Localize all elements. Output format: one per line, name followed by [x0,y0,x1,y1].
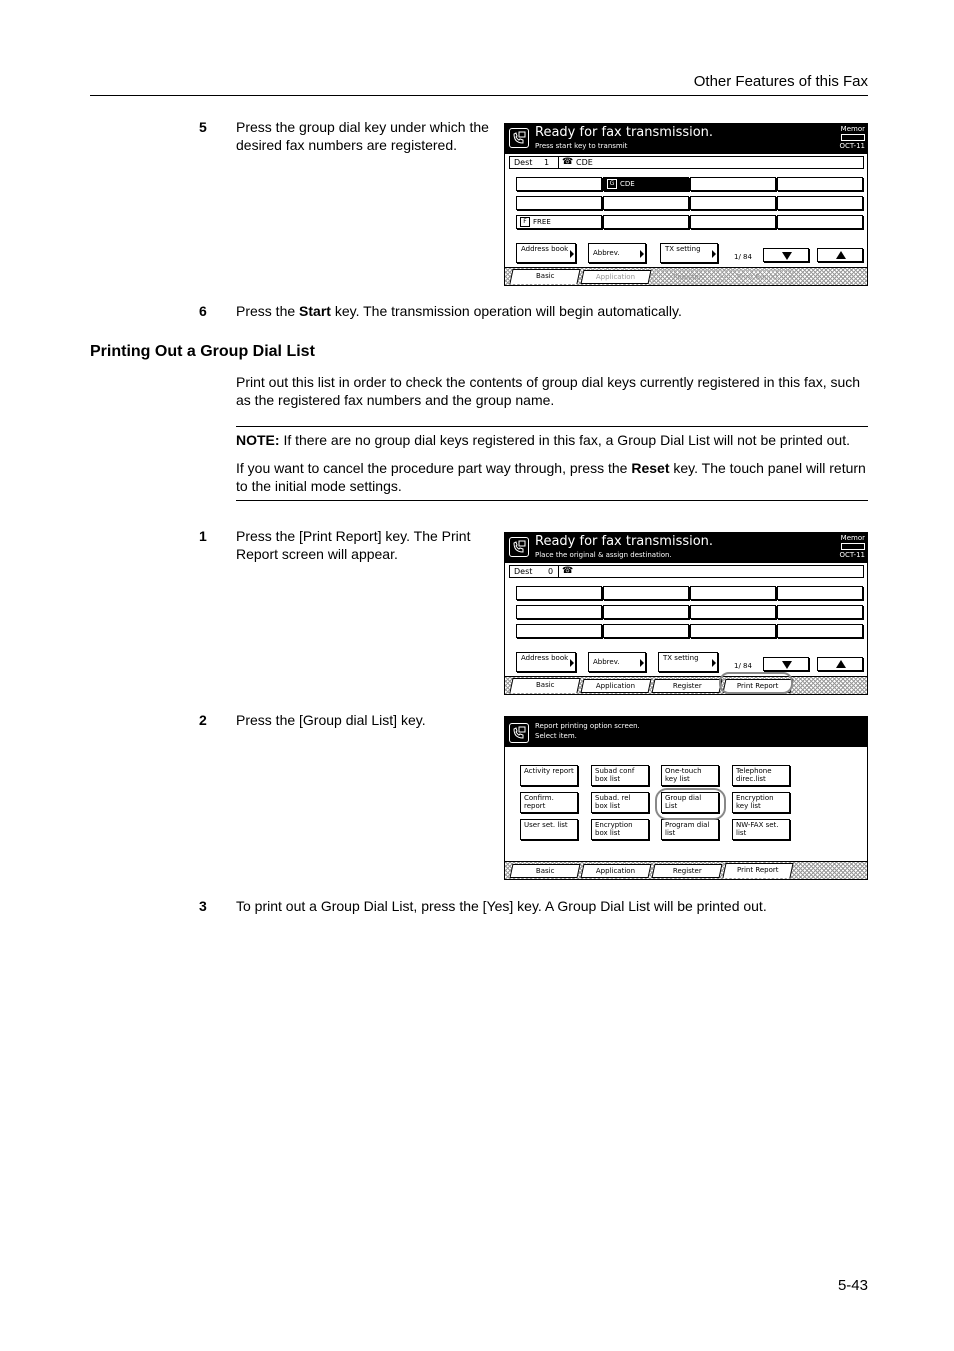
one-touch-key[interactable] [777,177,863,191]
panel-title: Ready for fax transmission. [535,125,714,140]
one-touch-key[interactable] [690,586,776,600]
tab-application[interactable] [581,270,652,284]
subad-rel-box-list-button[interactable] [591,792,649,813]
page-counter: 1/ 84 [734,253,752,261]
group-dial-list-highlight [655,788,726,820]
button-label: Confirm. report [524,794,554,810]
telephone-directory-list-button[interactable] [732,765,790,786]
confirm-report-button[interactable] [520,792,578,813]
arrow-up-icon [836,660,846,668]
dest-count: 0 [548,567,554,576]
tab-bar [505,267,867,285]
phone-icon: ☎ [562,566,574,576]
tab-label: Print Report [737,273,779,281]
arrow-down-icon [782,661,792,669]
button-label: Address book [521,245,569,253]
fax-panel-print-report [504,532,868,695]
note-bottom-rule [236,500,868,501]
button-label: User set. list [524,821,568,829]
print-report-highlight [719,672,793,694]
dest-separator [558,157,559,168]
panel-header [505,533,867,563]
scroll-down-button[interactable] [763,248,809,262]
page-counter: 1/ 84 [734,662,752,670]
step-2-text: Press the [Group dial List] key. [236,712,426,728]
tx-setting-button[interactable] [658,652,718,672]
one-touch-key[interactable] [690,177,776,191]
group-icon: G [607,179,617,189]
phone-icon: ☎ [562,157,574,167]
one-touch-key[interactable] [603,215,689,229]
start-key-label: Start [299,303,331,319]
destination-line [509,156,864,169]
panel-header [505,124,867,154]
tx-setting-button[interactable] [660,243,718,263]
button-label: TX setting [665,245,701,253]
scroll-down-button[interactable] [763,657,809,671]
tab-basic[interactable] [509,678,580,693]
key-label: FREE [533,218,551,226]
one-touch-key[interactable] [777,215,863,229]
one-touch-key[interactable] [603,605,689,619]
running-header: Other Features of this Fax [693,73,868,90]
tab-label: Register [672,682,702,690]
arrow-right-icon [640,250,644,258]
memory-bar [841,543,865,550]
one-touch-key-list-button[interactable] [661,765,719,786]
tab-register[interactable] [652,679,723,693]
tab-bar [505,676,867,694]
group-dial-key-cde[interactable] [603,177,689,191]
button-label: Subad. rel box list [595,794,631,810]
step-6-number: 6 [199,303,207,319]
fax-icon [509,537,529,557]
button-label: One-touch key list [665,767,702,783]
step-5-text: Press the group dial key under which the desired fax numbers are registered. [236,119,489,153]
text-run: Press the [236,303,300,319]
tab-register[interactable] [652,864,723,878]
arrow-right-icon [570,659,574,667]
note-top-rule [236,426,868,427]
button-label: Encryption box list [595,821,633,837]
tab-label: Basic [535,867,555,875]
one-touch-key[interactable] [516,605,602,619]
step-1-text: Press the [Print Report] key. The Print Report screen will appear. [236,528,471,562]
arrow-right-icon [712,250,716,258]
key-icon: F [520,217,530,227]
tab-label: Basic [535,272,555,280]
dest-name: CDE [576,158,593,167]
one-touch-key[interactable] [516,196,602,210]
arrow-up-icon [836,251,846,259]
step-3-number: 3 [199,898,207,914]
free-key[interactable] [516,215,602,229]
address-book-button[interactable] [516,652,576,672]
scroll-up-button[interactable] [817,657,863,671]
program-dial-list-button[interactable] [661,819,719,840]
report-printing-panel [504,716,868,880]
button-label: Address book [521,654,569,662]
tab-basic[interactable] [509,269,580,284]
abbrev-button[interactable] [588,652,646,672]
tab-label: Application [596,867,636,875]
one-touch-key[interactable] [603,196,689,210]
tab-label: Application [596,682,636,690]
memory-label: Memor [840,125,865,133]
encryption-key-list-button[interactable] [732,792,790,813]
step-3-text: To print out a Group Dial List, press the [Yes] key. A Group Dial List will be printed out. [236,898,767,914]
encryption-box-list-button[interactable] [591,819,649,840]
tab-label: Register [672,273,702,281]
tab-basic[interactable] [510,864,581,878]
date-label: OCT-11 [839,551,865,559]
note-label: NOTE: [236,432,280,448]
panel-subtitle: Select item. [535,732,577,740]
cancel-paragraph [236,459,868,495]
fax-icon [509,128,529,148]
key-label: CDE [620,180,635,188]
one-touch-key[interactable] [777,196,863,210]
one-touch-key[interactable] [777,624,863,638]
tab-print-report[interactable] [722,863,793,878]
panel-subtitle: Place the original & assign destination. [535,551,672,559]
user-set-list-button[interactable] [520,819,578,840]
text-run: key. The touch panel will return to the initial mode settings. [236,460,866,494]
address-book-button[interactable] [516,243,576,263]
scroll-up-button[interactable] [817,248,863,262]
step-6-text [236,303,868,321]
tab-application[interactable] [581,679,652,693]
section-intro: Print out this list in order to check the contents of group dial keys currently registered in this fax, such as the registered fax numbers and the group name. [236,374,861,408]
memory-bar [841,134,865,141]
tab-application[interactable] [581,864,652,878]
button-label: Abbrev. [593,658,620,666]
arrow-down-icon [782,252,792,260]
one-touch-key[interactable] [690,624,776,638]
one-touch-key[interactable] [516,586,602,600]
text-run: key. The transmission operation will begin automatically. [330,303,682,319]
memory-indicator [840,534,865,559]
page-number: 5-43 [837,1277,868,1294]
memory-label: Memor [840,534,865,542]
fax-icon [509,723,529,743]
dest-label: Dest [514,567,533,576]
step-2-number: 2 [199,712,207,728]
note-text: If there are no group dial keys registered in this fax, a Group Dial List will not be printed out. [279,432,850,448]
arrow-right-icon [712,659,716,667]
button-label: TX setting [663,654,699,662]
one-touch-key[interactable] [777,605,863,619]
subad-conf-box-list-button[interactable] [591,765,649,786]
destination-line [509,565,864,578]
button-label: NW-FAX set. list [736,821,779,837]
button-label: Abbrev. [593,249,620,257]
abbrev-button[interactable] [588,243,646,263]
button-label: Activity report [524,767,574,775]
one-touch-key[interactable] [690,196,776,210]
dest-separator [558,566,559,577]
button-label: Encryption key list [736,794,774,810]
tab-register[interactable] [652,270,723,284]
one-touch-key[interactable] [516,177,602,191]
tab-label: Print Report [737,866,779,874]
arrow-right-icon [640,659,644,667]
section-title: Printing Out a Group Dial List [90,343,315,360]
button-label: Telephone direc.list [736,767,772,783]
tab-label: Register [672,867,702,875]
reset-key-label: Reset [631,460,670,476]
panel-title: Ready for fax transmission. [535,534,714,549]
button-label: Subad conf box list [595,767,635,783]
tab-label: Application [596,273,636,281]
tab-print-report[interactable] [723,270,794,284]
one-touch-key[interactable] [690,215,776,229]
one-touch-key[interactable] [516,624,602,638]
panel-title: Report printing option screen. [535,722,640,730]
button-label: Program dial list [665,821,710,837]
dest-count: 1 [544,158,550,167]
step-1-number: 1 [199,528,207,544]
one-touch-key[interactable] [690,605,776,619]
activity-report-button[interactable] [520,765,578,786]
memory-indicator [840,125,865,150]
dest-label: Dest [514,158,533,167]
panel-header [505,717,867,747]
step-5-number: 5 [199,119,207,135]
one-touch-key[interactable] [603,586,689,600]
one-touch-key[interactable] [603,624,689,638]
text-run: If you want to cancel the procedure part way through, press the [236,460,632,476]
button-label: Group dial List [665,794,702,810]
tab-label: Print Report [737,682,779,690]
date-label: OCT-11 [839,142,865,150]
arrow-right-icon [570,250,574,258]
nw-fax-set-list-button[interactable] [732,819,790,840]
tab-label: Basic [535,681,555,689]
panel-subtitle: Press start key to transmit [535,142,628,150]
note-paragraph [236,431,868,449]
fax-panel-group-dial [504,123,868,286]
tab-bar [505,861,867,879]
one-touch-key[interactable] [777,586,863,600]
header-rule [90,95,868,96]
